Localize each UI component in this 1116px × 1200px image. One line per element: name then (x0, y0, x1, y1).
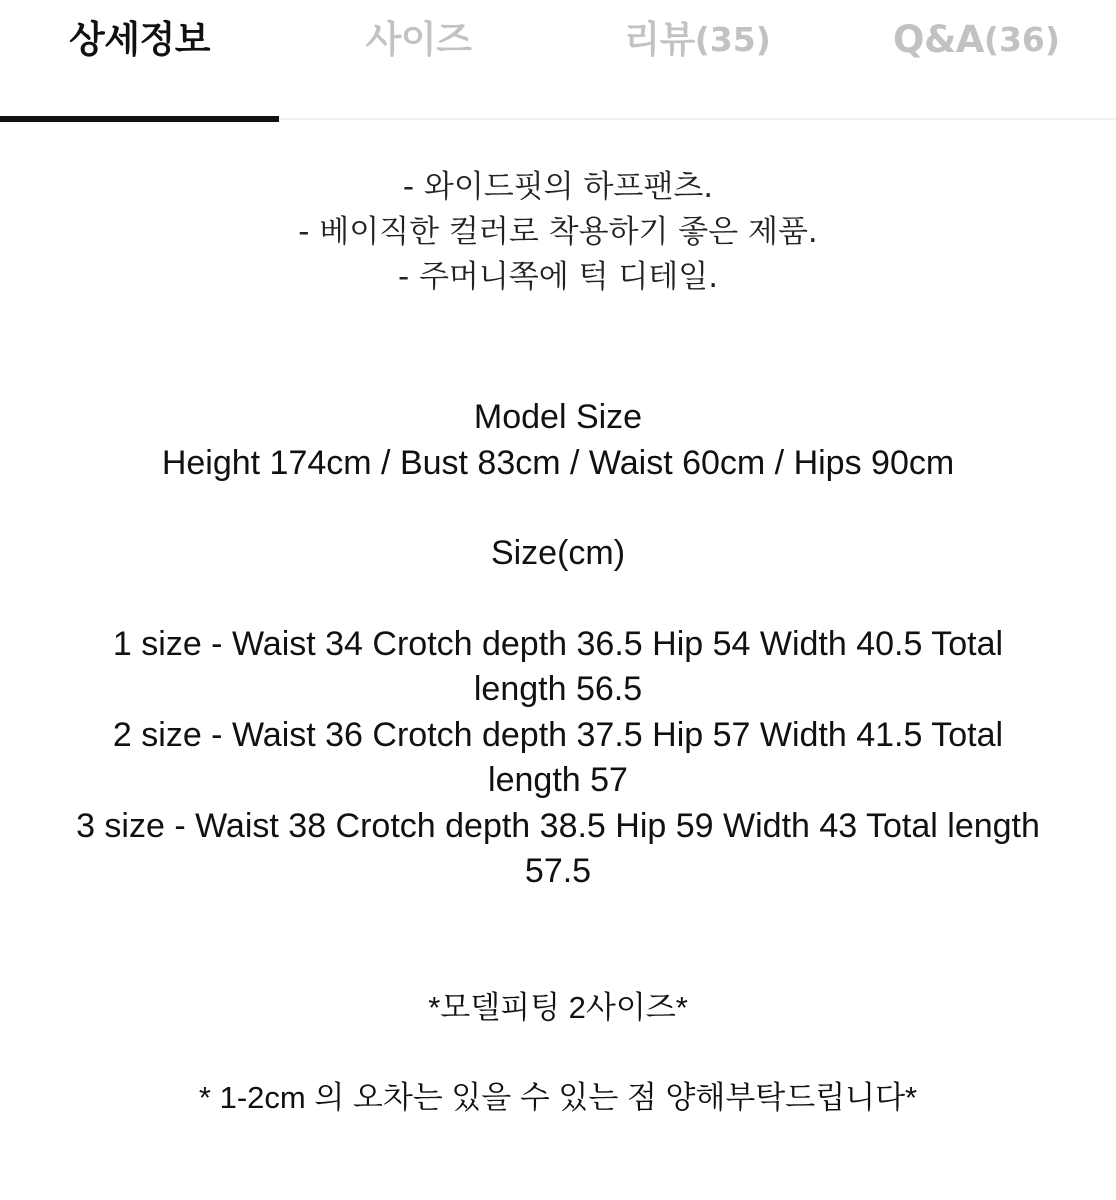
tolerance-note: * 1-2cm 의 오차는 있을 수 있는 점 양해부탁드립니다* (198, 1079, 918, 1115)
size-row-line: length 56.5 (473, 670, 643, 708)
tab-label: 사이즈 (365, 18, 472, 61)
model-measurements: Height 174cm / Bust 83cm / Waist 60cm / Hips 90cm (161, 443, 955, 482)
size-row-line: 1 size - Waist 34 Crotch depth 36.5 Hip 54 Width 40.5 Total (112, 624, 1004, 663)
tab-label: 상세정보 (69, 18, 210, 61)
tab-count-badge: (35) (694, 20, 771, 59)
tab-label: 리뷰 (624, 18, 695, 61)
model-size-heading: Model Size (473, 398, 643, 436)
size-chart-heading: Size(cm) (490, 534, 626, 572)
tab-qna[interactable] (837, 0, 1116, 120)
size-row-line: 2 size - Waist 36 Crotch depth 37.5 Hip 57 Width 41.5 Total (112, 715, 1004, 754)
size-row-line: length 57 (488, 761, 628, 799)
tab-label: Q&A (893, 18, 984, 61)
description-line: - 주머니쪽에 턱 디테일. (397, 259, 719, 295)
size-row-line: 57.5 (524, 852, 592, 890)
description-line: - 베이직한 컬러로 착용하기 좋은 제품. (298, 214, 818, 250)
tab-product-details[interactable] (0, 0, 279, 120)
description-line: - 와이드핏의 하프팬츠. (402, 169, 714, 205)
tab-count-badge: (36) (983, 20, 1060, 59)
tab-size[interactable] (279, 0, 558, 120)
size-row-line: 3 size - Waist 38 Crotch depth 38.5 Hip 59 Width 43 Total length (76, 806, 1040, 845)
tab-reviews[interactable] (558, 0, 837, 120)
model-fit-note: *모델피팅 2사이즈* (428, 989, 688, 1025)
product-detail-content (0, 120, 1116, 1120)
tab-bar (0, 0, 1116, 120)
